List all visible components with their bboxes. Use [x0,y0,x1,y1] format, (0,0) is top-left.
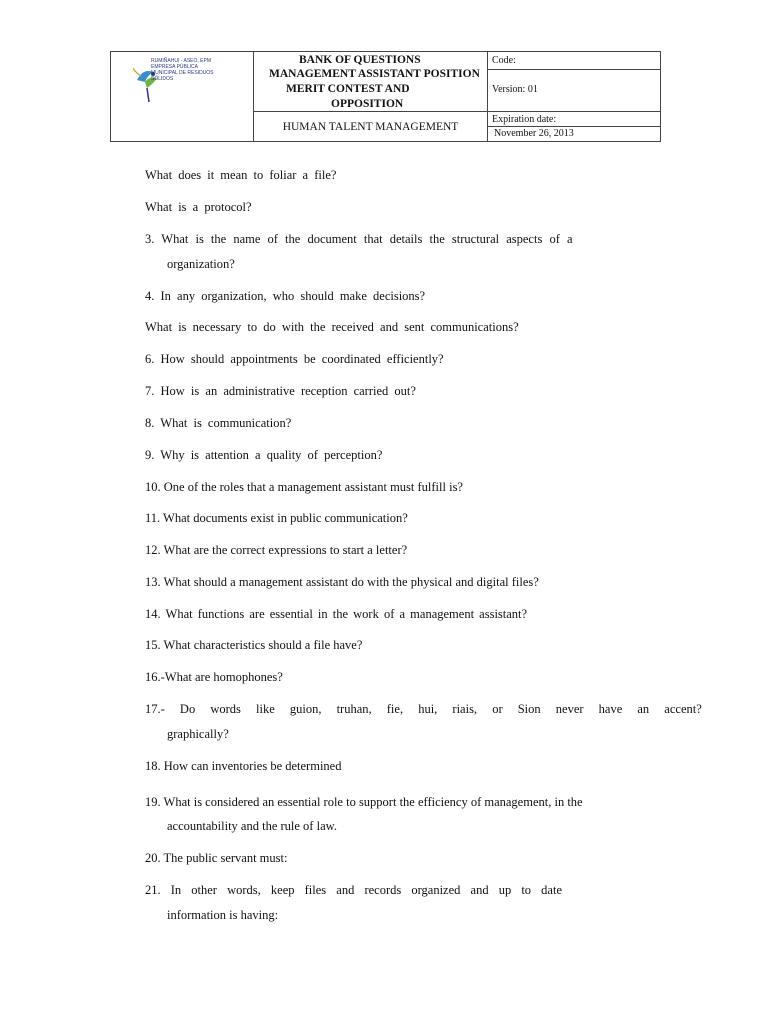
logo-text: RUMIÑAHUI - ASEO, EPM EMPRESA PÚBLICA MUNICIPAL DE RESIDUOS SÓLIDOS [151,58,214,82]
title-line-1: BANK OF QUESTIONS [299,54,421,66]
question-item: 4. In any organization, who should make decisions? [145,289,426,303]
title-line-4: OPPOSITION [331,98,404,110]
question-continuation: accountability and the rule of law. [167,819,337,833]
title-line-2: MANAGEMENT ASSISTANT POSITION [269,68,480,80]
question-item: 13. What should a management assistant do with the physical and digital files? [145,575,539,589]
question-item: 6. How should appointments be coordinated efficiently? [145,352,444,366]
question-item: 8. What is communication? [145,416,292,430]
question-item: 16.-What are homophones? [145,670,283,684]
question-item: 11. What documents exist in public communication? [145,511,408,525]
question-item: 20. The public servant must: [145,851,288,865]
question-item: 7. How is an administrative reception carried out? [145,384,416,398]
question-item: 14. What functions are essential in the work of a management assistant? [145,607,528,621]
question-item: 21. In other words, keep files and records organized and up to date [145,883,562,897]
title-line-3: MERIT CONTEST AND [286,83,410,95]
question-item: What is necessary to do with the received and sent communications? [145,320,519,334]
question-continuation: graphically? [167,727,229,741]
question-item: What does it mean to foliar a file? [145,168,337,182]
question-item: 9. Why is attention a quality of perception? [145,448,383,462]
question-continuation: information is having: [167,908,279,922]
logo-cell [111,52,254,141]
question-item: What is a protocol? [145,200,252,214]
question-item: 19. What is considered an essential role to support the efficiency of management, in the [145,795,583,809]
version-label: Version: 01 [488,70,660,112]
title-cell [254,52,488,112]
question-item: 12. What are the correct expressions to start a letter? [145,543,408,557]
question-item: 18. How can inventories be determined [145,759,342,773]
expiration-label: Expiration date: [488,112,660,127]
question-continuation: organization? [167,257,235,271]
question-item: 17.- Do words like guion, truhan, fie, hui, riais, or Sion never have an accent? [145,702,702,716]
question-item: 10. One of the roles that a management assistant must fulfill is? [145,480,463,494]
code-label: Code: [488,52,660,70]
department-cell: HUMAN TALENT MANAGEMENT [254,112,488,141]
expiration-date: November 26, 2013 [494,128,574,139]
question-item: 15. What characteristics should a file have? [145,638,363,652]
document-header [110,51,661,142]
question-item: 3. What is the name of the document that details the structural aspects of a [145,232,573,246]
